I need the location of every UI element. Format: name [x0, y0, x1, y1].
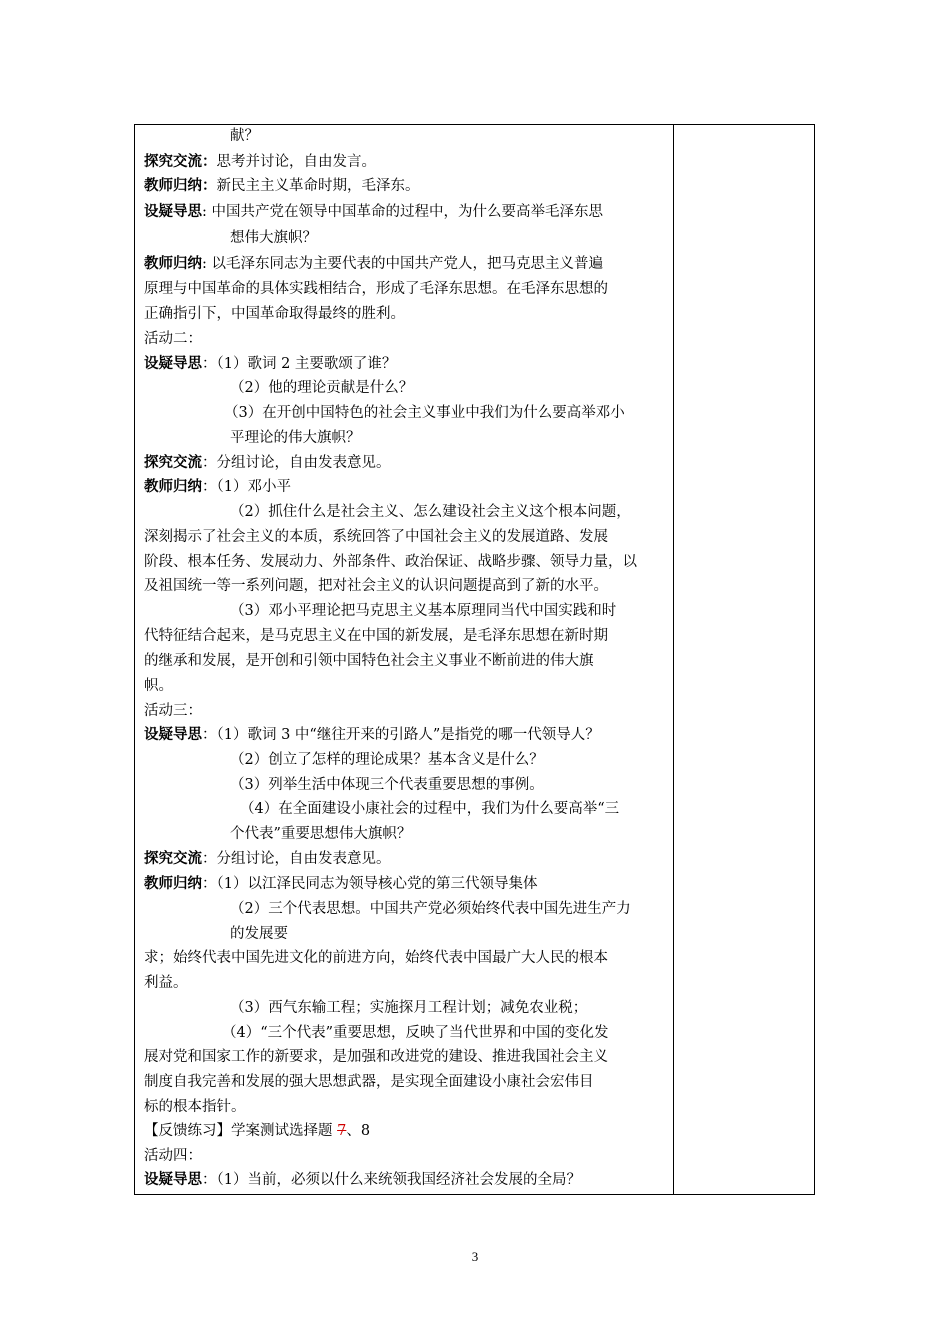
line-text: 活动四：	[144, 1148, 202, 1164]
lesson-table	[134, 124, 815, 1195]
struck-answer: 7	[337, 1123, 347, 1139]
line-text: （3）邓小平理论把马克思主义基本原理同当代中国实践和时	[230, 603, 617, 619]
line-text: 标的根本指针。	[144, 1099, 246, 1115]
line-text: 平理论的伟大旗帜？	[230, 430, 361, 446]
text-line	[144, 177, 420, 195]
section-label: 设疑导思	[144, 355, 202, 372]
text-line	[144, 677, 173, 695]
text-line	[230, 429, 361, 447]
text-line	[144, 203, 603, 221]
line-text: 代特征结合起来，是马克思主义在中国的新发展，是毛泽东思想在新时期	[144, 628, 608, 644]
text-line	[144, 528, 608, 546]
text-line	[144, 1073, 594, 1091]
line-text: ：分组讨论，自由发表意见。	[202, 851, 391, 867]
line-text: 新民主主义革命时期，毛泽东。	[216, 178, 420, 194]
section-label: 教师归纳	[144, 875, 202, 892]
section-label: 设疑导思	[144, 726, 202, 743]
line-text: 求；始终代表中国先进文化的前进方向，始终代表中国最广大人民的根本	[144, 950, 608, 966]
kept-answer: 8	[360, 1123, 371, 1139]
line-text: 深刻揭示了社会主义的本质，系统回答了中国社会主义的发展道路、发展	[144, 529, 608, 545]
line-text: 【反馈练习】学案测试选择题	[144, 1123, 338, 1139]
text-line	[144, 726, 600, 744]
line-text: 展对党和国家工作的新要求，是加强和改进党的建设、推进我国社会主义	[144, 1049, 608, 1065]
line-text: 制度自我完善和发展的强大思想武器，是实现全面建设小康社会宏伟目	[144, 1074, 594, 1090]
line-text: 帜。	[144, 678, 173, 694]
line-text: （4）在全面建设小康社会的过程中，我们为什么要高举“三	[240, 801, 620, 817]
line-text: ：分组讨论，自由发表意见。	[202, 455, 391, 471]
notes-cell	[675, 125, 814, 1194]
text-line	[224, 404, 625, 422]
line-text: （3）西气东输工程；实施探月工程计划；减免农业税；	[230, 1000, 588, 1016]
line-text: ：（1）邓小平	[202, 479, 291, 495]
section-label: 教师归纳	[144, 478, 202, 495]
text-line	[144, 355, 396, 373]
text-line	[144, 280, 608, 298]
text-line	[230, 229, 317, 247]
text-line	[230, 503, 631, 521]
text-line	[144, 652, 594, 670]
text-line	[144, 255, 603, 273]
text-line	[240, 800, 619, 818]
text-line	[222, 1024, 609, 1042]
text-line	[230, 925, 288, 943]
text-line	[144, 577, 608, 595]
section-label: 设疑导思	[144, 1171, 202, 1188]
line-text: ：（1）歌词 2 主要歌颂了谁？	[202, 356, 397, 372]
text-line	[144, 850, 391, 868]
text-line	[144, 875, 537, 893]
line-text: : 中国共产党在领导中国革命的过程中，为什么要高举毛泽东思	[202, 204, 603, 220]
line-text: 及祖国统一等一系列问题，把对社会主义的认识问题提高到了新的水平。	[144, 578, 608, 594]
line-text: 正确指引下，中国革命取得最终的胜利。	[144, 306, 405, 322]
text-line	[230, 379, 413, 397]
text-line	[144, 1171, 581, 1189]
text-line	[230, 900, 631, 918]
text-line	[144, 153, 376, 171]
line-text: : 以毛泽东同志为主要代表的中国共产党人，把马克思主义普遍	[202, 256, 603, 272]
section-label: 探究交流	[144, 454, 202, 471]
line-text: ：（1）当前，必须以什么来统领我国经济社会发展的全局？	[202, 1172, 581, 1188]
line-text: 活动二：	[144, 331, 202, 347]
line-text: （2）抓住什么是社会主义、怎么建设社会主义这个根本问题，	[230, 504, 631, 520]
separator: 、	[346, 1123, 361, 1139]
text-line	[144, 553, 637, 571]
line-text: （3）在开创中国特色的社会主义事业中我们为什么要高举邓小	[224, 405, 625, 421]
text-line	[144, 627, 608, 645]
section-label: 教师归纳：	[144, 177, 217, 194]
column-divider	[673, 125, 674, 1194]
text-line	[144, 1098, 246, 1116]
line-text: 献？	[230, 128, 259, 144]
line-text: 个代表”重要思想伟大旗帜？	[230, 826, 412, 842]
line-text: （3）列举生活中体现三个代表重要思想的事例。	[230, 777, 544, 793]
text-line	[230, 127, 259, 145]
text-line	[144, 330, 202, 348]
line-text: 的继承和发展，是开创和引领中国特色社会主义事业不断前进的伟大旗	[144, 653, 594, 669]
page-number: 3	[471, 1249, 479, 1264]
line-text: ：（1）歌词 3 中“继往开来的引路人”是指党的哪一代领导人？	[202, 727, 600, 743]
text-line	[144, 702, 202, 720]
line-text: （2）他的理论贡献是什么？	[230, 380, 414, 396]
line-text: 原理与中国革命的具体实践相结合，形成了毛泽东思想。在毛泽东思想的	[144, 281, 608, 297]
section-label: 设疑导思	[144, 203, 202, 220]
line-text: （2）三个代表思想。中国共产党必须始终代表中国先进生产力	[230, 901, 631, 917]
text-line	[230, 776, 544, 794]
line-text: 想伟大旗帜？	[230, 230, 317, 246]
line-text: 利益。	[144, 975, 188, 991]
text-line	[144, 478, 291, 496]
text-line	[144, 1122, 370, 1140]
line-text: 活动三：	[144, 703, 202, 719]
line-text: 思考并讨论，自由发言。	[216, 154, 376, 170]
text-line	[230, 751, 544, 769]
text-line	[144, 1147, 202, 1165]
text-line	[230, 825, 411, 843]
text-line	[230, 999, 587, 1017]
line-text: （4）“三个代表”重要思想，反映了当代世界和中国的变化发	[222, 1025, 609, 1041]
text-line	[230, 602, 616, 620]
line-text: （2）创立了怎样的理论成果？基本含义是什么？	[230, 752, 544, 768]
section-label: 教师归纳	[144, 255, 202, 272]
text-line	[144, 949, 608, 967]
text-line	[144, 974, 188, 992]
text-line	[144, 454, 391, 472]
line-text: 阶段、根本任务、发展动力、外部条件、政治保证、战略步骤、领导力量，以	[144, 554, 637, 570]
line-text: ：（1）以江泽民同志为领导核心党的第三代领导集体	[202, 876, 538, 892]
section-label: 探究交流	[144, 850, 202, 867]
line-text: 的发展要	[230, 926, 288, 942]
text-line	[144, 305, 405, 323]
section-label: 探究交流：	[144, 153, 217, 170]
text-line	[144, 1048, 608, 1066]
